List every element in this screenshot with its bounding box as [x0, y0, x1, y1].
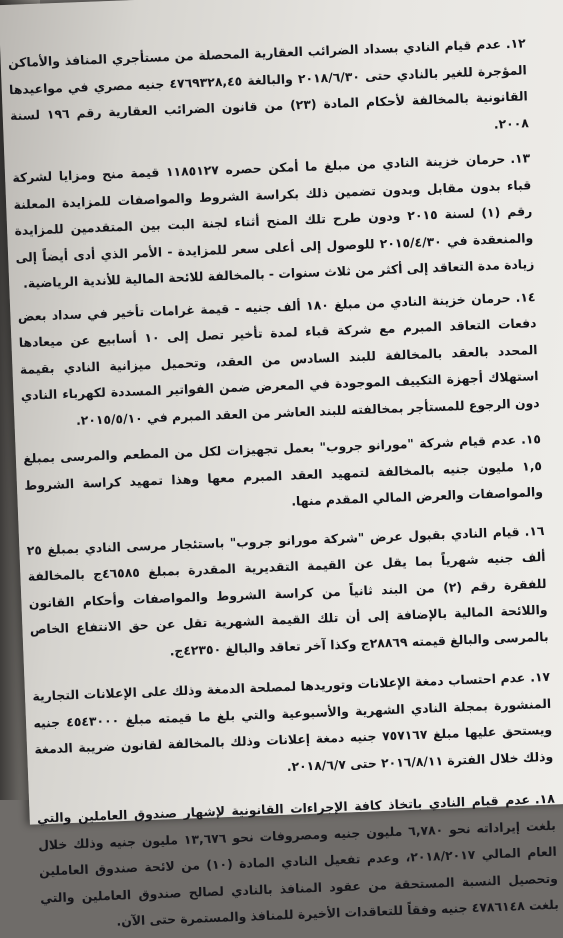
- list-item: [37, 786, 560, 938]
- item-number: ١٨.: [534, 790, 556, 807]
- item-text: عدم قيام النادي باتخاذ كافة الإجراءات القانونية لإشهار صندوق العاملين والتي بلغت إيراداته نحو ٦,٧٨٠ مليون جنيه ومصروفات نحو ١٣,٦٧٦ مليون جنيه وذلك خلال العام المالي ٢٠١٨/٢٠١٧، وعدم تفعيل النادي المادة (١٠) من لائحة صندوق العاملين وتحصيل النسبة المستحقة من عقود المنافذ بالنادي لصالح صندوق العاملين والتي بلغت ٤٧٨٦١٤٨ جنيه وفقاً للتعاقدات الأخيرة للمنافذ والمستمرة حتى الآن.: [36, 791, 560, 929]
- item-text: عدم قيام النادي بسداد الضرائب العقارية المحصلة من مستأجري المنافذ والأماكن المؤجرة للغير بالنادي حتى ٢٠١٨/٦/٣٠ والبالغة ٤٧٦٩٣٢٨,٤٥ جنيه مصري في مواعيدها القانونية بالمخالفة لأحكام المادة (٢٣) من قانون الضرائب العقارية رقم ١٩٦ لسنة ٢٠٠٨.: [7, 36, 530, 132]
- item-number: ١٧.: [529, 668, 551, 685]
- item-number: ١٢.: [505, 35, 526, 52]
- list-item: [32, 664, 554, 790]
- list-item: [12, 145, 535, 297]
- item-text: حرمان خزينة النادي من مبلغ ما أمكن حصره ١١٨٥١٢٧ قيمة منح ومزايا لشركة قباء بدون مقابل وبدون تضمين ذلك بكراسة الشروط والمواصفات للمزايدة المعلنة رقم (١) لسنة ٢٠١٥ ودون طرح تلك المنح أثناء لجنة البت بين المتقدمين للمزايدة والمنعقدة في ٢٠١٥/٤/٣٠ للوصول إلى أعلى سعر للمزايدة - الأمر الذي أدى أيضاً إلى زيادة مدة التعاقد إلى أكثر من ثلاث سنوات - بالمخالفة للائحة المالية للأندية الرياضية.: [12, 151, 535, 291]
- document-page: [7, 30, 560, 929]
- item-text: قيام النادي بقبول عرض "شركة مورانو جروب" باستئجار مرسى النادي بمبلغ ٢٥ ألف جنيه شهرياً بما يقل عن القيمة التقديرية المقدرة بمبلغ ٤٦٥٨٥ج بالمخالفة للفقرة رقم (٢) من البند ثانياً من كراسة الشروط والمواصفات وأحكام القانون واللائحة المالية بالإضافة إلى أن تلك القيمة الشهرية تقل عن حق الانتفاع الخاص بالمرسى والبالغ قيمته ٢٨٨٦٩ج وكذا آخر تعاقد والبالغ ٤٢٣٥٠ج.: [26, 523, 549, 658]
- list-item: [26, 517, 549, 669]
- item-text: حرمان خزينة النادي من مبلغ ١٨٠ ألف جنيه - قيمة غرامات تأخير في سداد بعض دفعات التعاقد المبرم مع شركة قباء لمدة تأخير تصل إلى ١٠ أسابيع عن ميعادها المحدد بالعقد بالمخالفة للبند السادس من العقد، وتحميل ميزانية النادي بقيمة استهلاك أجهزة التكييف الموجودة في المعرض ضمن الفواتير المسددة لكهرباء النادي دون الرجوع للمستأجر بمخالفته للبند العاشر من العقد المبرم في ٢٠١٥/٥/١٠.: [17, 289, 540, 428]
- item-text: عدم قيام شركة "مورانو جروب" بعمل تجهيزات لكل من المطعم والمرسى بمبلغ ١,٥ مليون جنيه بالمخالفة لتمهيد العقد المبرم معها وهذا تمهيد كراسة الشروط والمواصفات والعرض المالي المقدم منها.: [22, 431, 544, 509]
- item-number: ١٣.: [509, 150, 531, 167]
- item-number: ١٥.: [520, 431, 542, 447]
- list-item: [17, 284, 540, 436]
- item-text: عدم احتساب دمغة الإعلانات وتوريدها لمصلحة الدمغة وذلك على الإعلانات التجارية المنشورة بمجلة النادي الشهرية والأسبوعية والتي بلغ ما قيمته مبلغ ٤٥٤٣٠٠٠ جنيه ويستحق عليها مبلغ ٧٥٧١٦٧ جنيه دمغة إعلانات وذلك بالمخالفة لقانون ضريبة الدمغة وذلك خلال الفترة ٢٠١٦/٨/١١ حتى ٢٠١٨/٦/٧.: [32, 669, 554, 774]
- item-number: ١٦.: [524, 522, 545, 539]
- list-item: [23, 426, 544, 525]
- list-item: [8, 30, 530, 156]
- item-number: ١٤.: [515, 288, 536, 305]
